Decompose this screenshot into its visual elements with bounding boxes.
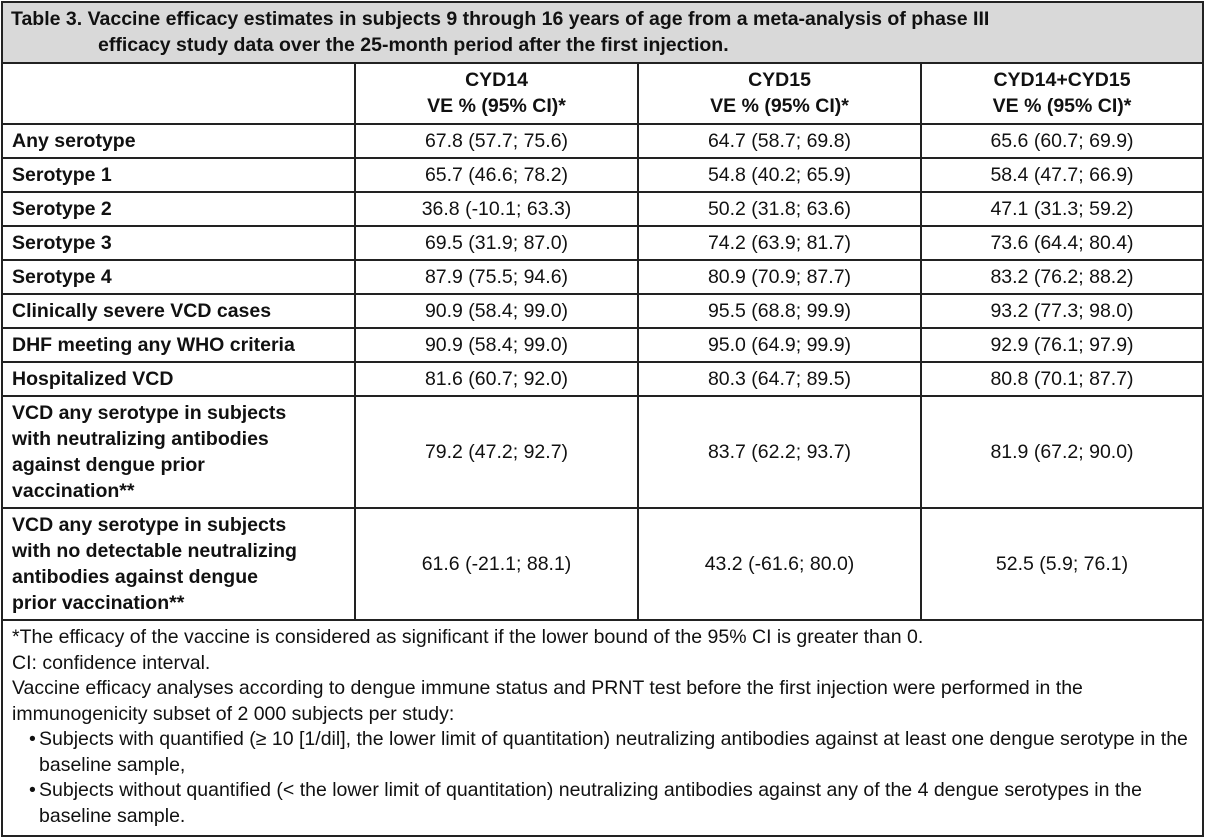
value-cell: 81.9 (67.2; 90.0): [921, 396, 1203, 508]
table-row: [2, 260, 1203, 294]
table-row: [2, 396, 1203, 508]
footnote-bullet: [12, 727, 1193, 778]
value-cell: 80.9 (70.9; 87.7): [638, 260, 921, 294]
table-title-line-2: efficacy study data over the 25-month period after the first injection.: [98, 34, 729, 56]
bullet-text: Subjects without quantified (< the lower limit of quantitation) neutralizing antibodies against any of the 4 dengue serotypes in the baseline sample.: [39, 779, 1142, 827]
row-label: Any serotype: [2, 124, 355, 158]
title-row: [2, 2, 1203, 63]
table-row: [2, 508, 1203, 620]
table-row: [2, 294, 1203, 328]
footnote-row: [2, 620, 1203, 836]
value-cell: 81.6 (60.7; 92.0): [355, 362, 638, 396]
footnote-bullet: [12, 778, 1193, 829]
column-header-cyd14-cyd15: [921, 63, 1203, 124]
column-header-sub: VE % (95% CI)*: [427, 95, 566, 117]
bullet-text: Subjects with quantified (≥ 10 [1/dil], the lower limit of quantitation) neutralizing antibodies against at least one dengue serotype in the baseline sample,: [39, 728, 1188, 776]
column-header-cyd14: [355, 63, 638, 124]
value-cell: 65.6 (60.7; 69.9): [921, 124, 1203, 158]
column-header-cyd15: [638, 63, 921, 124]
column-header-sub: VE % (95% CI)*: [992, 95, 1132, 117]
value-cell: 73.6 (64.4; 80.4): [921, 226, 1203, 260]
row-label-line: against dengue prior: [12, 454, 205, 476]
value-cell: 58.4 (47.7; 66.9): [921, 158, 1203, 192]
vaccine-efficacy-table: [1, 1, 1204, 837]
footnote-significance: *The efficacy of the vaccine is considered as significant if the lower bound of the 95% CI is greater than 0.: [12, 626, 924, 648]
value-cell: 95.5 (68.8; 99.9): [638, 294, 921, 328]
header-row: [2, 63, 1203, 124]
row-label-line: with no detectable neutralizing: [12, 540, 297, 562]
row-label-line: vaccination**: [12, 480, 135, 502]
value-cell: 79.2 (47.2; 92.7): [355, 396, 638, 508]
value-cell: 52.5 (5.9; 76.1): [921, 508, 1203, 620]
row-label: Hospitalized VCD: [2, 362, 355, 396]
row-label: [2, 396, 355, 508]
value-cell: 61.6 (-21.1; 88.1): [355, 508, 638, 620]
value-cell: 67.8 (57.7; 75.6): [355, 124, 638, 158]
table-row: [2, 226, 1203, 260]
value-cell: 47.1 (31.3; 59.2): [921, 192, 1203, 226]
row-label: Serotype 2: [2, 192, 355, 226]
table-row: [2, 328, 1203, 362]
row-label: Serotype 4: [2, 260, 355, 294]
row-label: Serotype 1: [2, 158, 355, 192]
footnote-ci: CI: confidence interval.: [12, 651, 211, 674]
header-blank-cell: [2, 63, 355, 124]
value-cell: 43.2 (-61.6; 80.0): [638, 508, 921, 620]
value-cell: 80.3 (64.7; 89.5): [638, 362, 921, 396]
row-label-line: prior vaccination**: [12, 592, 185, 614]
row-label: DHF meeting any WHO criteria: [2, 328, 355, 362]
bullet-marker: •: [29, 779, 36, 801]
column-header-name: CYD15: [748, 69, 811, 91]
value-cell: 80.8 (70.1; 87.7): [921, 362, 1203, 396]
value-cell: 95.0 (64.9; 99.9): [638, 328, 921, 362]
table-footnotes: [2, 620, 1203, 836]
value-cell: 83.2 (76.2; 88.2): [921, 260, 1203, 294]
value-cell: 65.7 (46.6; 78.2): [355, 158, 638, 192]
value-cell: 93.2 (77.3; 98.0): [921, 294, 1203, 328]
row-label: [2, 508, 355, 620]
value-cell: 69.5 (31.9; 87.0): [355, 226, 638, 260]
table-row: [2, 158, 1203, 192]
row-label-line: VCD any serotype in subjects: [12, 514, 287, 536]
value-cell: 54.8 (40.2; 65.9): [638, 158, 921, 192]
table-row: [2, 124, 1203, 158]
row-label-line: antibodies against dengue: [12, 566, 258, 588]
table-row: [2, 192, 1203, 226]
table-title: [2, 2, 1203, 63]
footnote-analyses: Vaccine efficacy analyses according to dengue immune status and PRNT test before the first injection were performed in the immunogenicity subset of 2 000 subjects per study:: [12, 677, 1083, 725]
row-label: Clinically severe VCD cases: [2, 294, 355, 328]
bullet-marker: •: [29, 728, 36, 750]
column-header-name: CYD14+CYD15: [993, 69, 1131, 91]
value-cell: 90.9 (58.4; 99.0): [355, 294, 638, 328]
value-cell: 74.2 (63.9; 81.7): [638, 226, 921, 260]
column-header-sub: VE % (95% CI)*: [710, 95, 849, 117]
column-header-name: CYD14: [465, 69, 528, 91]
value-cell: 36.8 (-10.1; 63.3): [355, 192, 638, 226]
row-label-line: VCD any serotype in subjects: [12, 402, 287, 424]
value-cell: 83.7 (62.2; 93.7): [638, 396, 921, 508]
value-cell: 92.9 (76.1; 97.9): [921, 328, 1203, 362]
value-cell: 90.9 (58.4; 99.0): [355, 328, 638, 362]
efficacy-table-container: [1, 1, 1202, 837]
value-cell: 87.9 (75.5; 94.6): [355, 260, 638, 294]
value-cell: 50.2 (31.8; 63.6): [638, 192, 921, 226]
table-row: [2, 362, 1203, 396]
table-title-line-1: Table 3. Vaccine efficacy estimates in subjects 9 through 16 years of age from a meta-analysis of phase III: [11, 8, 990, 30]
row-label: Serotype 3: [2, 226, 355, 260]
value-cell: 64.7 (58.7; 69.8): [638, 124, 921, 158]
row-label-line: with neutralizing antibodies: [12, 428, 269, 450]
